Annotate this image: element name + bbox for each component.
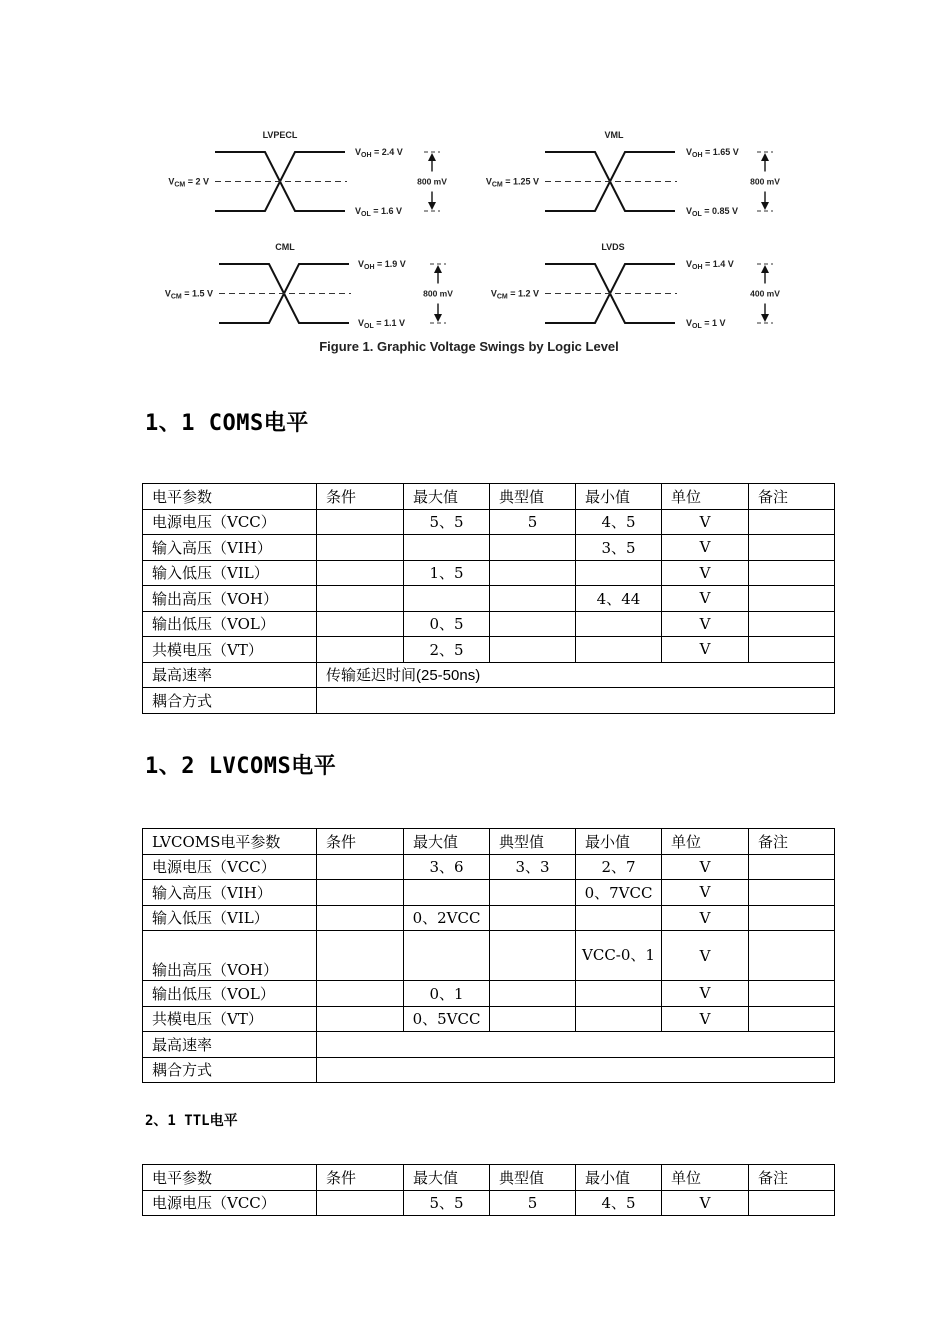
voltage-symbol: V (358, 259, 365, 269)
swing-label: 800 mV (417, 176, 447, 187)
table-row (143, 1032, 835, 1058)
table-row (143, 1006, 835, 1032)
table-row (143, 586, 835, 612)
table-row (143, 560, 835, 586)
voh-label (686, 259, 734, 271)
voltage-value: = 0.85 V (701, 206, 739, 216)
table-cell: 2、5 (404, 637, 490, 663)
waveform-panel (168, 130, 447, 218)
table-cell (576, 905, 662, 931)
column-header: 最大值 (404, 829, 490, 855)
row-label: 输入低压（VIL） (143, 905, 317, 931)
voltage-value: = 1.65 V (702, 147, 739, 157)
table-cell: VCC-0、1 (576, 931, 662, 981)
vcm-label (486, 177, 539, 189)
column-header: 备注 (749, 829, 835, 855)
table-cell (317, 560, 404, 586)
voltage-symbol: V (168, 176, 175, 187)
table-cell: 2、7 (576, 854, 662, 880)
table-cell (317, 637, 404, 663)
waveform-panel (165, 242, 453, 330)
voltage-value: = 1.1 V (373, 318, 406, 328)
table-cell: V (662, 880, 749, 906)
table-cell (317, 611, 404, 637)
voltage-subscript: CM (491, 181, 503, 189)
voh-label (358, 259, 406, 271)
row-label: 电源电压（VCC） (143, 1190, 317, 1216)
voltage-subscript: OL (692, 211, 702, 218)
vcm-label (168, 177, 209, 189)
table-cell (749, 931, 835, 981)
column-header: 单位 (662, 1165, 749, 1191)
voltage-symbol: V (686, 318, 693, 328)
voltage-symbol: V (355, 206, 362, 216)
section-title-ttl: 2、1 TTL电平 (145, 1113, 238, 1129)
voltage-subscript: OL (361, 211, 371, 218)
table-cell (317, 905, 404, 931)
panel-title: LVDS (601, 242, 625, 252)
table-cell (317, 854, 404, 880)
voltage-subscript: CM (496, 293, 508, 301)
voltage-value: = 2 V (185, 176, 209, 187)
table-cell (404, 535, 490, 561)
vol-label (686, 206, 738, 218)
table-cell: 3、5 (576, 535, 662, 561)
table-cell: 3、6 (404, 854, 490, 880)
table-cell (490, 586, 576, 612)
waveform-panel (486, 130, 780, 218)
row-label: 输出低压（VOL） (143, 611, 317, 637)
voltage-subscript: OH (361, 152, 372, 159)
table-cell (576, 1006, 662, 1032)
table-cell: V (662, 931, 749, 981)
table-header-row (143, 829, 835, 855)
voltage-subscript: OH (692, 152, 703, 159)
table-cell (490, 1006, 576, 1032)
voltage-subscript: OL (364, 323, 374, 330)
table-cell: V (662, 637, 749, 663)
swing-label: 800 mV (423, 288, 453, 299)
table-cell (490, 905, 576, 931)
voltage-symbol: V (490, 288, 497, 299)
table-cell (317, 586, 404, 612)
table-cell (749, 560, 835, 586)
vol-label (355, 206, 402, 218)
table-cell: V (662, 1006, 749, 1032)
arrow-head (761, 265, 769, 273)
column-header: 典型值 (490, 1165, 576, 1191)
column-header: 最小值 (576, 829, 662, 855)
arrow-head (434, 314, 442, 322)
table-cell: V (662, 509, 749, 535)
coms-table (142, 483, 835, 714)
table-cell: V (662, 1190, 749, 1216)
row-label: 电源电压（VCC） (143, 854, 317, 880)
table-cell: 4、44 (576, 586, 662, 612)
column-header: 备注 (749, 1165, 835, 1191)
voltage-symbol: V (355, 147, 362, 157)
table-cell: V (662, 611, 749, 637)
arrow-head (761, 314, 769, 322)
table-cell (317, 1032, 835, 1058)
table-cell: 5 (490, 1190, 576, 1216)
table-cell (749, 611, 835, 637)
column-header: 条件 (317, 1165, 404, 1191)
voltage-symbol: V (358, 318, 365, 328)
figure-caption: Figure 1. Graphic Voltage Swings by Logic Level (319, 339, 619, 354)
column-header: 最小值 (576, 484, 662, 510)
voltage-value: = 1.5 V (181, 288, 213, 299)
table-row (143, 688, 835, 714)
row-label: 输入高压（VIH） (143, 880, 317, 906)
arrow-head (761, 153, 769, 161)
arrow-head (434, 265, 442, 273)
row-label: 输出高压（VOH） (143, 586, 317, 612)
table-cell (404, 931, 490, 981)
column-header: 最小值 (576, 1165, 662, 1191)
table-cell (490, 535, 576, 561)
voltage-symbol: V (686, 206, 693, 216)
table-cell: 5、5 (404, 509, 490, 535)
voltage-subscript: CM (174, 181, 186, 189)
table-row (143, 931, 835, 981)
section-title-lvcoms: 1、2 LVCOMS电平 (145, 754, 337, 779)
arrow-head (761, 202, 769, 210)
column-header: 条件 (317, 484, 404, 510)
table-cell (490, 880, 576, 906)
table-cell (404, 586, 490, 612)
row-label: 最高速率 (143, 1032, 317, 1058)
vol-label (358, 318, 405, 330)
table-cell: V (662, 586, 749, 612)
voltage-symbol: V (485, 176, 492, 187)
column-header: 条件 (317, 829, 404, 855)
arrow-head (428, 153, 436, 161)
table-cell (749, 637, 835, 663)
table-cell (749, 981, 835, 1007)
table-row (143, 981, 835, 1007)
column-header: LVCOMS电平参数 (143, 829, 317, 855)
column-header: 电平参数 (143, 484, 317, 510)
table-row (143, 1057, 835, 1083)
row-label: 输入低压（VIL） (143, 560, 317, 586)
panel-title: CML (275, 242, 295, 252)
table-cell: 0、1 (404, 981, 490, 1007)
column-header: 最大值 (404, 1165, 490, 1191)
table-cell (317, 1190, 404, 1216)
column-header: 最大值 (404, 484, 490, 510)
table-cell (317, 880, 404, 906)
table-row (143, 535, 835, 561)
voltage-value: = 1.6 V (370, 206, 403, 216)
row-label: 输入高压（VIH） (143, 535, 317, 561)
table-cell: 3、3 (490, 854, 576, 880)
table-row (143, 662, 835, 688)
swing-label: 800 mV (750, 176, 780, 187)
table-cell (317, 931, 404, 981)
table-cell: 0、2VCC (404, 905, 490, 931)
table-cell (490, 611, 576, 637)
column-header: 电平参数 (143, 1165, 317, 1191)
table-cell (490, 981, 576, 1007)
table-cell (404, 880, 490, 906)
table-cell (749, 509, 835, 535)
column-header: 单位 (662, 829, 749, 855)
voh-label (355, 147, 403, 159)
voltage-subscript: CM (170, 293, 182, 301)
swing-label: 400 mV (750, 288, 780, 299)
table-cell (490, 560, 576, 586)
table-cell: 0、7VCC (576, 880, 662, 906)
row-label: 电源电压（VCC） (143, 509, 317, 535)
row-label: 共模电压（VT） (143, 1006, 317, 1032)
table-cell (317, 1006, 404, 1032)
column-header: 典型值 (490, 484, 576, 510)
table-row (143, 1190, 835, 1216)
table-row (143, 509, 835, 535)
row-label: 耦合方式 (143, 688, 317, 714)
table-cell (317, 509, 404, 535)
table-cell: V (662, 905, 749, 931)
column-header: 典型值 (490, 829, 576, 855)
voltage-value: = 1.2 V (507, 288, 539, 299)
lvcoms-table (142, 828, 835, 1083)
table-cell (749, 1190, 835, 1216)
panel-title: VML (604, 130, 624, 140)
column-header: 备注 (749, 484, 835, 510)
table-cell (317, 981, 404, 1007)
voltage-subscript: OL (692, 323, 702, 330)
table-cell (317, 688, 835, 714)
table-cell: 4、5 (576, 509, 662, 535)
table-cell: 4、5 (576, 1190, 662, 1216)
table-cell (317, 535, 404, 561)
voltage-symbol: V (686, 147, 693, 157)
section-title-coms: 1、1 COMS电平 (145, 411, 309, 436)
ttl-table (142, 1164, 835, 1216)
table-row (143, 611, 835, 637)
table-cell: 1、5 (404, 560, 490, 586)
voltage-value: = 1 V (701, 318, 726, 328)
vcm-label (165, 289, 213, 301)
table-cell (749, 1006, 835, 1032)
table-cell: 5 (490, 509, 576, 535)
table-cell (576, 611, 662, 637)
voh-label (686, 147, 739, 159)
table-row (143, 905, 835, 931)
table-cell: V (662, 981, 749, 1007)
column-header: 单位 (662, 484, 749, 510)
row-label: 最高速率 (143, 662, 317, 688)
table-cell (576, 637, 662, 663)
waveform-panel (491, 242, 780, 330)
table-cell: V (662, 854, 749, 880)
voltage-value: = 1.4 V (702, 259, 734, 269)
table-row (143, 880, 835, 906)
voltage-subscript: OH (692, 264, 703, 271)
table-cell (749, 586, 835, 612)
voltage-subscript: OH (364, 264, 375, 271)
arrow-head (428, 202, 436, 210)
table-cell (749, 854, 835, 880)
voltage-symbol: V (164, 288, 171, 299)
table-cell (490, 931, 576, 981)
table-cell (749, 905, 835, 931)
table-cell (576, 560, 662, 586)
table-cell: V (662, 535, 749, 561)
table-cell (576, 981, 662, 1007)
table-row (143, 854, 835, 880)
vcm-label (491, 289, 539, 301)
vol-label (686, 318, 726, 330)
table-cell: 0、5VCC (404, 1006, 490, 1032)
table-cell (490, 637, 576, 663)
table-cell (749, 535, 835, 561)
row-label: 输出高压（VOH） (143, 931, 317, 981)
table-header-row (143, 484, 835, 510)
panel-title: LVPECL (262, 130, 298, 140)
table-row (143, 637, 835, 663)
voltage-symbol: V (686, 259, 693, 269)
table-header-row (143, 1165, 835, 1191)
voltage-value: = 2.4 V (371, 147, 403, 157)
table-cell (749, 880, 835, 906)
table-cell: V (662, 560, 749, 586)
table-cell: 0、5 (404, 611, 490, 637)
row-label: 耦合方式 (143, 1057, 317, 1083)
row-label: 共模电压（VT） (143, 637, 317, 663)
voltage-value: = 1.9 V (374, 259, 406, 269)
table-cell: 传输延迟时间(25-50ns) (317, 662, 835, 688)
voltage-value: = 1.25 V (502, 176, 539, 187)
table-cell: 5、5 (404, 1190, 490, 1216)
table-cell (317, 1057, 835, 1083)
voltage-swing-figure (0, 0, 950, 380)
row-label: 输出低压（VOL） (143, 981, 317, 1007)
